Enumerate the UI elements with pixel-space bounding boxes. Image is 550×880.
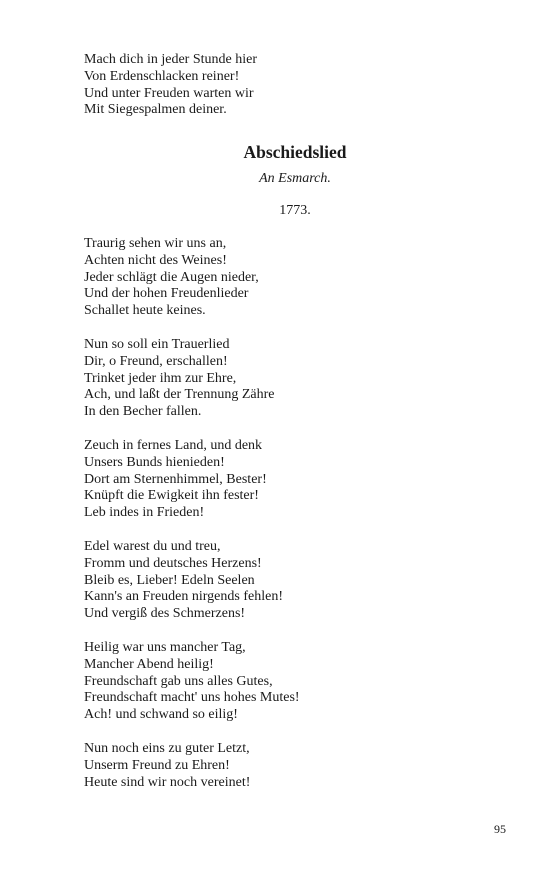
verse-line: Unsers Bunds hienieden! [84,454,225,470]
verse-line: Dir, o Freund, erschallen! [84,353,228,369]
stanza-6 [84,741,504,791]
previous-poem-stanza [84,52,504,119]
verse-line: Dort am Sternenhimmel, Bester! [84,471,267,487]
verse-line: Jeder schlägt die Augen nieder, [84,269,259,285]
verse-line: Heute sind wir noch vereinet! [84,774,251,790]
verse-line: Achten nicht des Weines! [84,252,227,268]
verse-line: Fromm und deutsches Herzens! [84,555,262,571]
verse-line: Schallet heute keines. [84,303,206,319]
verse-line: Leb indes in Frieden! [84,505,205,521]
verse-line: Nun so soll ein Trauerlied [84,337,230,352]
stanza-2 [84,337,504,421]
stanza-4 [84,539,504,623]
verse-line: Traurig sehen wir uns an, [84,236,227,251]
verse-line: Trinket jeder ihm zur Ehre, [84,370,237,386]
verse-line: Mach dich in jeder Stunde hier [84,52,258,67]
poem-year: 1773. [279,203,311,218]
poem-title: Abschiedslied [243,142,347,162]
verse-line: Heilig war uns mancher Tag, [84,640,246,655]
verse-line: Und der hohen Freudenlieder [84,286,249,302]
verse-line: Bleib es, Lieber! Edeln Seelen [84,572,255,588]
verse-line: Von Erdenschlacken reiner! [84,68,240,84]
verse-line: Und vergiß des Schmerzens! [84,606,246,622]
verse-line: Nun noch eins zu guter Letzt, [84,741,250,756]
stanza-3 [84,438,504,522]
verse-line: Freundschaft macht' uns hohes Mutes! [84,690,300,706]
stanza-1 [84,236,504,320]
poem-dedication: An Esmarch. [259,171,331,186]
verse-line: Knüpft die Ewigkeit ihn fester! [84,488,259,504]
verse-line: Und unter Freuden warten wir [84,85,254,101]
verse-line: Freundschaft gab uns alles Gutes, [84,673,273,689]
verse-line: Mancher Abend heilig! [84,656,214,672]
verse-line: Ach! und schwand so eilig! [84,707,238,723]
verse-line: In den Becher fallen. [84,404,202,420]
verse-line: Zeuch in fernes Land, und denk [84,438,263,453]
verse-line: Mit Siegespalmen deiner. [84,102,227,118]
verse-line: Edel warest du und treu, [84,539,221,554]
page-number: 95 [494,822,506,836]
verse-line: Kann's an Freuden nirgends fehlen! [84,589,283,605]
verse-line: Unserm Freund zu Ehren! [84,757,230,773]
verse-line: Ach, und laßt der Trennung Zähre [84,387,275,403]
stanza-5 [84,640,504,724]
